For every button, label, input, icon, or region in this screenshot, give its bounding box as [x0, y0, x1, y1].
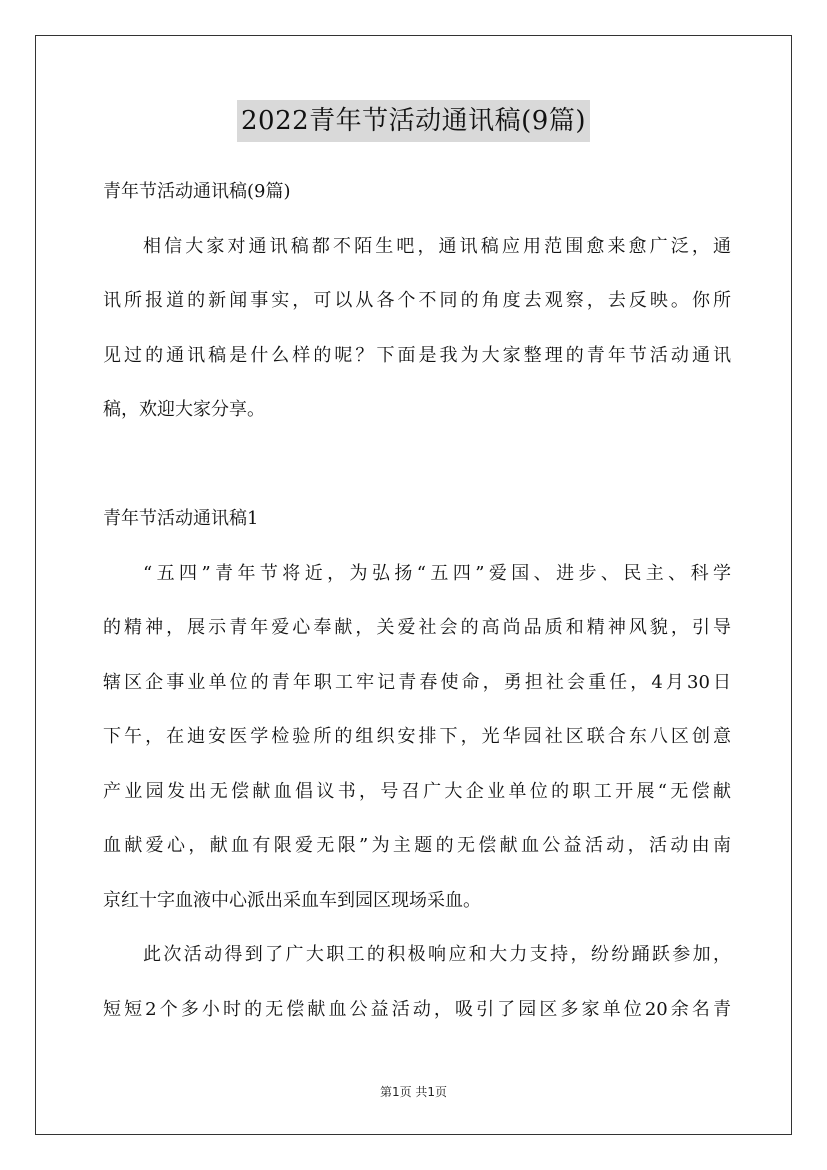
paragraph-line: “五四”青年节将近，为弘扬“五四”爱国、进步、民主、科学 — [143, 562, 731, 584]
page-footer: 第1页 共1页 — [379, 1085, 448, 1099]
paragraph-line: 此次活动得到了广大职工的积极响应和大力支持，纷纷踊跃参加， — [143, 944, 731, 965]
intro-line: 相信大家对通讯稿都不陌生吧，通讯稿应用范围愈来愈广泛，通 — [143, 235, 731, 257]
paragraph-spacer — [103, 445, 731, 500]
paragraph-line: 的精神，展示青年爱心奉献，关爱社会的高尚品质和精神风貌，引导 — [103, 617, 731, 638]
intro-line: 见过的通讯稿是什么样的呢？下面是我为大家整理的青年节活动通讯 — [103, 344, 731, 366]
title-container — [0, 100, 827, 142]
intro-line: 稿，欢迎大家分享。 — [103, 399, 265, 420]
paragraph-line: 血献爱心，献血有限爱无限”为主题的无偿献血公益活动，活动由南 — [103, 835, 731, 856]
intro-line: 讯所报道的新闻事实，可以从各个不同的角度去观察，去反映。你所 — [103, 290, 731, 311]
paragraph-line: 京红十字血液中心派出采血车到园区现场采血。 — [103, 889, 481, 911]
paragraph-line: 短短2个多小时的无偿献血公益活动，吸引了园区多家单位20余名青 — [103, 998, 731, 1020]
paragraph-line: 辖区企事业单位的青年职工牢记青春使命，勇担社会重任，4月30日 — [103, 671, 731, 693]
document-body — [103, 172, 731, 1044]
paragraph-line: 产业园发出无偿献血倡议书，号召广大企业单位的职工开展“无偿献 — [103, 780, 731, 802]
document-title: 2022青年节活动通讯稿(9篇) — [237, 100, 590, 142]
document-subtitle: 青年节活动通讯稿(9篇) — [103, 181, 291, 202]
section-heading: 青年节活动通讯稿1 — [103, 508, 259, 529]
paragraph-line: 下午，在迪安医学检验所的组织安排下，光华园社区联合东八区创意 — [103, 726, 731, 747]
